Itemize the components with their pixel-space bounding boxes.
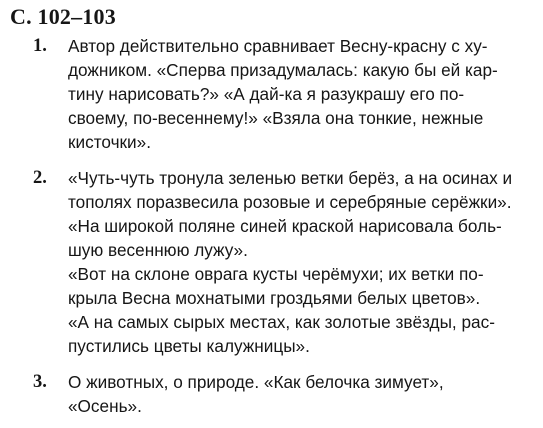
item-text-line: крыла Весна мохнатыми гроздьями белых цветов». [68,288,481,308]
item-number: 1. [33,36,47,56]
item-text-line: О животных, о природе. «Как белочка зимует», [68,372,444,392]
item-text-line: «А на самых сырых местах, как золотые звёзды, рас- [68,312,495,332]
item-number: 3. [33,372,47,392]
item-text-line: своему, по-весеннему!» «Взяла она тонкие, нежные [68,108,484,128]
item-text-line: Автор действительно сравнивает Весну-красну с ху- [68,36,488,56]
item-number: 2. [33,168,47,188]
item-text-line: тину нарисовать?» «А дай-ка я разукрашу его по- [68,84,465,104]
item-text-line: пустились цветы калужницы». [68,336,310,356]
item-text-line: кисточки». [68,132,151,152]
item-text-line: дожником. «Сперва призадумалась: какую бы ей кар- [68,60,498,80]
item-text-line: «Вот на склоне оврага кусты черёмухи; их ветки по- [68,264,484,284]
page-range-header: С. 102–103 [10,4,116,29]
item-text-line: «Осень». [68,396,142,416]
item-text-line: тополях поразвесила розовые и серебряные серёжки». [68,192,512,212]
item-text-line: «Чуть-чуть тронула зеленью ветки берёз, а на осинах и [68,168,513,188]
item-text-line: шую весеннюю лужу». [68,240,248,260]
item-text-line: «На широкой поляне синей краской нарисовала боль- [68,216,502,236]
